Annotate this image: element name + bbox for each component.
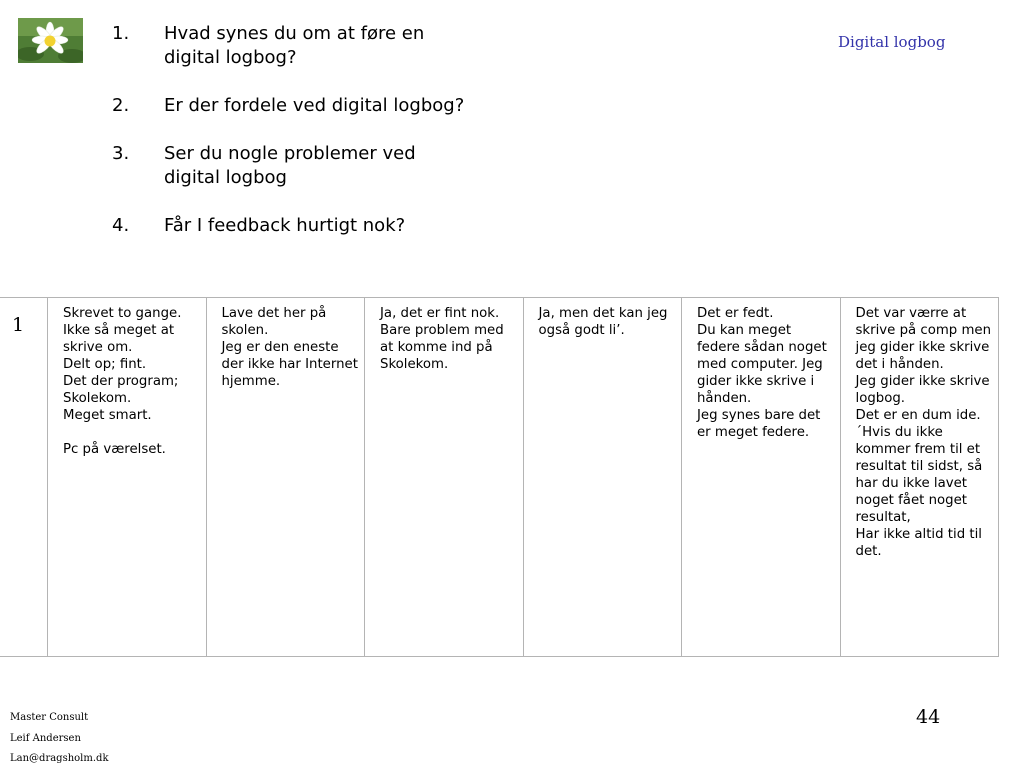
slide-title: Digital logbog: [838, 33, 946, 51]
water-lily-icon: [18, 18, 83, 63]
question-item: [112, 94, 472, 118]
answers-table: [0, 297, 999, 657]
answer-cell: Lave det her på skolen. Jeg er den eneste der ikke har Internet hjemme.: [206, 298, 365, 657]
answer-cell: Det er fedt. Du kan meget federe sådan noget med computer. Jeg gider ikke skrive i hånden. Jeg synes bare det er meget federe.: [682, 298, 841, 657]
question-list: [112, 22, 472, 262]
footer-author: Leif Andersen: [10, 732, 81, 744]
answer-cell: Ja, det er fint nok. Bare problem med at komme ind på Skolekom.: [365, 298, 524, 657]
footer-company: Master Consult: [10, 712, 89, 723]
question-item: [112, 142, 472, 190]
table-row: [0, 298, 999, 657]
question-number: 4.: [112, 215, 130, 236]
question-item: [112, 22, 472, 70]
page-number: 44: [916, 706, 941, 728]
row-label: 1: [0, 298, 48, 657]
question-number: 1.: [112, 23, 130, 44]
answer-cell: Skrevet to gange. Ikke så meget at skrive om. Delt op; fint. Det der program; Skolekom. Meget smart. Pc på værelset.: [48, 298, 207, 657]
footer-credits: [10, 708, 109, 770]
question-text: Ser du nogle problemer ved digital logbog: [164, 143, 416, 188]
question-number: 3.: [112, 143, 130, 164]
footer-email: Lan@dragsholm.dk: [10, 753, 109, 764]
question-item: [112, 214, 472, 238]
question-text: Hvad synes du om at føre en digital logbog?: [164, 23, 425, 68]
question-text: Får I feedback hurtigt nok?: [164, 215, 406, 236]
question-text: Er der fordele ved digital logbog?: [164, 95, 465, 116]
question-number: 2.: [112, 95, 130, 116]
answer-cell: Det var værre at skrive på comp men jeg gider ikke skrive det i hånden. Jeg gider ikke skrive logbog. Det er en dum ide. ´Hvis du ikke kommer frem til et resultat til sidst, så har du ikke lavet noget fået noget resultat, Har ikke altid tid til det.: [840, 298, 999, 657]
answer-cell: Ja, men det kan jeg også godt li’.: [523, 298, 682, 657]
